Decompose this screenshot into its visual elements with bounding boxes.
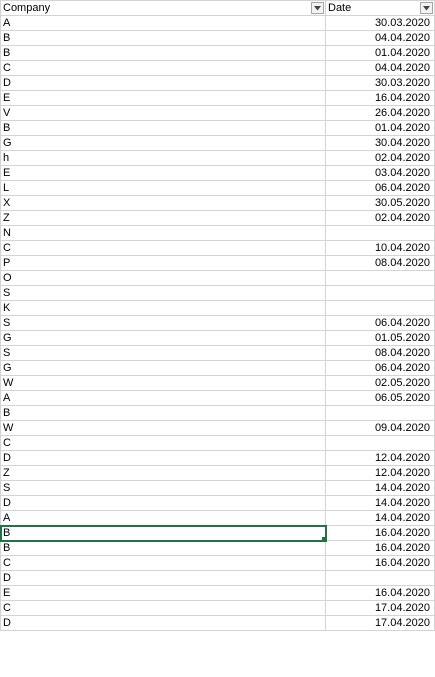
cell-company[interactable]: A [1,391,326,406]
filter-dropdown-icon[interactable] [420,2,433,14]
cell-company[interactable]: Z [1,211,326,226]
table-row [1,616,435,631]
table-row [1,406,435,421]
cell-date[interactable] [326,286,435,301]
table-row [1,271,435,286]
cell-company[interactable]: B [1,541,326,556]
cell-date[interactable]: 06.04.2020 [326,316,435,331]
table-row [1,151,435,166]
cell-date[interactable]: 14.04.2020 [326,511,435,526]
table-row [1,121,435,136]
cell-date[interactable]: 02.04.2020 [326,211,435,226]
cell-company[interactable]: B [1,31,326,46]
table-row [1,496,435,511]
cell-company[interactable]: D [1,571,326,586]
table-row [1,91,435,106]
cell-date[interactable]: 10.04.2020 [326,241,435,256]
cell-date[interactable]: 06.05.2020 [326,391,435,406]
cell-date[interactable]: 02.05.2020 [326,376,435,391]
cell-company[interactable]: S [1,346,326,361]
cell-company[interactable]: G [1,331,326,346]
cell-date[interactable]: 02.04.2020 [326,151,435,166]
table-row [1,586,435,601]
table-row [1,346,435,361]
cell-company[interactable]: C [1,61,326,76]
table-row [1,46,435,61]
cell-date[interactable]: 26.04.2020 [326,106,435,121]
cell-company[interactable]: X [1,196,326,211]
cell-date[interactable]: 09.04.2020 [326,421,435,436]
cell-date[interactable] [326,226,435,241]
cell-date[interactable] [326,571,435,586]
fill-handle[interactable] [321,536,326,541]
cell-company[interactable]: B [1,121,326,136]
table-row [1,286,435,301]
table-row [1,166,435,181]
table-row [1,16,435,31]
cell-company[interactable]: A [1,511,326,526]
cell-date[interactable]: 06.04.2020 [326,181,435,196]
table-row [1,241,435,256]
cell-date[interactable]: 06.04.2020 [326,361,435,376]
cell-company[interactable]: V [1,106,326,121]
cell-date[interactable]: 01.04.2020 [326,46,435,61]
cell-date[interactable]: 14.04.2020 [326,481,435,496]
table-row [1,451,435,466]
cell-company[interactable]: W [1,421,326,436]
table-row [1,196,435,211]
cell-company[interactable]: C [1,436,326,451]
cell-date[interactable]: 16.04.2020 [326,91,435,106]
table-row [1,511,435,526]
table-row [1,436,435,451]
cell-date[interactable]: 04.04.2020 [326,31,435,46]
cell-company[interactable]: G [1,136,326,151]
header-company-label: Company [3,2,51,14]
table-row [1,31,435,46]
cell-date[interactable]: 16.04.2020 [326,526,435,541]
cell-company[interactable]: B [1,46,326,61]
cell-company[interactable]: E [1,166,326,181]
cell-company[interactable]: D [1,496,326,511]
header-row [1,1,435,16]
cell-company[interactable]: O [1,271,326,286]
table-row [1,211,435,226]
cell-company[interactable]: P [1,256,326,271]
table-row [1,466,435,481]
table-row [1,316,435,331]
cell-company[interactable]: W [1,376,326,391]
cell-date[interactable] [326,436,435,451]
cell-company[interactable]: A [1,16,326,31]
table-row [1,601,435,616]
cell-date[interactable]: 08.04.2020 [326,346,435,361]
table-row [1,361,435,376]
table-row [1,391,435,406]
header-date-label: Date [328,2,352,14]
table-row [1,181,435,196]
cell-date[interactable]: 16.04.2020 [326,541,435,556]
cell-date[interactable]: 12.04.2020 [326,466,435,481]
table-row [1,61,435,76]
cell-company[interactable]: D [1,616,326,631]
cell-date[interactable]: 17.04.2020 [326,601,435,616]
cell-company[interactable]: K [1,301,326,316]
cell-company[interactable]: S [1,286,326,301]
cell-company[interactable]: L [1,181,326,196]
cell-date[interactable]: 17.04.2020 [326,616,435,631]
cell-date[interactable] [326,271,435,286]
cell-company[interactable]: S [1,481,326,496]
selected-cell[interactable]: B [1,526,326,541]
header-company[interactable] [1,1,326,16]
cell-date[interactable]: 30.03.2020 [326,76,435,91]
cell-date[interactable]: 16.04.2020 [326,556,435,571]
cell-company[interactable]: C [1,241,326,256]
table-row [1,571,435,586]
cell-date[interactable]: 03.04.2020 [326,166,435,181]
table-row [1,76,435,91]
table-body [1,16,435,631]
cell-date[interactable]: 01.04.2020 [326,121,435,136]
cell-date[interactable]: 01.05.2020 [326,331,435,346]
cell-date[interactable]: 30.03.2020 [326,16,435,31]
cell-date[interactable]: 04.04.2020 [326,61,435,76]
cell-company[interactable]: D [1,76,326,91]
cell-company[interactable]: B [1,406,326,421]
cell-date[interactable]: 30.04.2020 [326,136,435,151]
cell-company[interactable]: E [1,586,326,601]
cell-date[interactable]: 08.04.2020 [326,256,435,271]
cell-company[interactable]: D [1,451,326,466]
cell-date[interactable]: 14.04.2020 [326,496,435,511]
header-date[interactable] [326,1,435,16]
cell-company[interactable]: N [1,226,326,241]
cell-company[interactable]: G [1,361,326,376]
cell-date[interactable]: 16.04.2020 [326,586,435,601]
table-row [1,541,435,556]
table-row [1,376,435,391]
cell-company[interactable]: S [1,316,326,331]
filter-dropdown-icon[interactable] [311,2,324,14]
table-row [1,256,435,271]
table-row [1,331,435,346]
cell-date[interactable]: 30.05.2020 [326,196,435,211]
cell-company[interactable]: E [1,91,326,106]
table-row [1,481,435,496]
table-row [1,106,435,121]
table-row [1,556,435,571]
cell-date[interactable] [326,301,435,316]
table-row [1,526,435,541]
table-row [1,421,435,436]
cell-company[interactable]: C [1,556,326,571]
cell-date[interactable]: 12.04.2020 [326,451,435,466]
cell-company[interactable]: h [1,151,326,166]
table-row [1,301,435,316]
cell-company[interactable]: C [1,601,326,616]
table-row [1,136,435,151]
cell-company[interactable]: Z [1,466,326,481]
cell-date[interactable] [326,406,435,421]
table-row [1,226,435,241]
